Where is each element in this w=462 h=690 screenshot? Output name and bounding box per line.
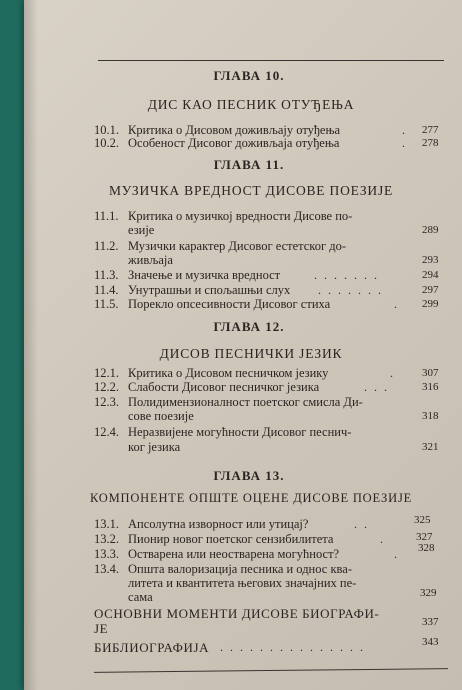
entry-page: 327	[416, 531, 433, 543]
entry-page: 297	[422, 284, 439, 296]
entry-text: Порекло опсесивности Дисовог стиха	[128, 297, 331, 311]
entry-page: 329	[420, 587, 437, 599]
entry-page: 299	[422, 298, 439, 310]
entry-number: 12.4.	[94, 425, 119, 439]
dot-leader: . . . . . . .	[314, 268, 379, 282]
dot-leader: . .	[354, 517, 369, 531]
chapter-11-label: ГЛАВА 11.	[213, 157, 285, 172]
dot-leader: . . .	[364, 380, 389, 394]
entry-text-cont: сама	[128, 590, 153, 604]
entry-text-cont: сове поезије	[128, 409, 194, 423]
dot-leader: .	[380, 532, 385, 546]
entry-text: Музички карактер Дисовог естетског до-	[128, 239, 347, 253]
entry-number: 12.3.	[94, 395, 119, 409]
entry-number: 13.4.	[94, 562, 119, 576]
entry-text: Неразвијене могућности Дисовог песнич-	[128, 425, 352, 439]
dot-leader: .	[402, 123, 407, 137]
entry-text: Особеност Дисовог доживљаја отуђења	[128, 136, 340, 150]
entry-page: 321	[422, 441, 439, 453]
entry-number: 10.2.	[94, 136, 119, 150]
entry-text: Полидимензионалност поетског смисла Ди-	[128, 395, 363, 409]
entry-text-cont: ког језика	[128, 440, 181, 454]
biography-page: 337	[422, 616, 439, 628]
bottom-rule	[94, 668, 448, 673]
entry-number: 12.2.	[94, 380, 119, 394]
entry-text-cont: езије	[128, 223, 155, 237]
dot-leader: . . . . . . .	[318, 283, 383, 297]
entry-page: 316	[422, 381, 439, 393]
entry-text: Остварена или неостварена могућност?	[128, 547, 340, 561]
entry-text-cont: живљаја	[128, 253, 173, 267]
dot-leader: .	[394, 547, 399, 561]
bibliography-page: 343	[422, 636, 439, 648]
entry-page: 328	[418, 542, 435, 554]
entry-text: Значење и музичка вредност	[128, 268, 281, 282]
entry-page: 277	[422, 124, 439, 136]
chapter-13-title: КОМПОНЕНТЕ ОПШТЕ ОЦЕНЕ ДИСОВЕ ПОЕЗИЈЕ	[89, 491, 413, 505]
entry-page: 325	[414, 514, 431, 526]
entry-page: 294	[422, 269, 439, 281]
entry-page: 307	[422, 367, 439, 379]
entry-page: 318	[422, 410, 439, 422]
entry-text-cont: литета и квантитета његових значајних пе-	[128, 576, 357, 590]
biography-entry-cont: ЈЕ	[94, 621, 109, 636]
bibliography-entry: БИБЛИОГРАФИЈА	[94, 640, 210, 655]
entry-number: 11.2.	[94, 239, 119, 253]
entry-text: Слабости Дисовог песничког језика	[128, 380, 320, 394]
dot-leader: .	[390, 366, 395, 380]
dot-leader: . . . . . . . . . . . . . . .	[220, 640, 365, 654]
dot-leader: .	[402, 136, 407, 150]
entry-text: Општа валоризација песника и однос ква-	[128, 562, 353, 576]
top-rule	[98, 60, 444, 61]
chapter-10-label: ГЛАВА 10.	[213, 68, 285, 83]
biography-entry: ОСНОВНИ МОМЕНТИ ДИСОВЕ БИОГРАФИ-	[94, 606, 380, 621]
entry-number: 11.3.	[94, 268, 119, 282]
entry-number: 13.2.	[94, 532, 119, 546]
entry-text: Унутрашњи и спољашњи слух	[128, 283, 291, 297]
chapter-13-label: ГЛАВА 13.	[213, 468, 285, 483]
entry-number: 13.1.	[94, 517, 119, 531]
entry-number: 10.1.	[94, 123, 119, 137]
entry-page: 289	[422, 224, 439, 236]
entry-number: 11.4.	[94, 283, 119, 297]
entry-number: 11.5.	[94, 297, 119, 311]
chapter-11-title: МУЗИЧКА ВРЕДНОСТ ДИСОВЕ ПОЕЗИЈЕ	[108, 183, 394, 198]
entry-number: 11.1.	[94, 209, 119, 223]
entry-text: Критика о музичкој вредности Дисове по-	[128, 209, 353, 223]
chapter-10-title: ДИС КАО ПЕСНИК ОТУЂЕЊА	[147, 97, 355, 112]
entry-page: 293	[422, 254, 439, 266]
chapter-12-label: ГЛАВА 12.	[213, 319, 285, 334]
chapter-12-title: ДИСОВ ПЕСНИЧКИ ЈЕЗИК	[159, 346, 343, 361]
entry-number: 12.1.	[94, 366, 119, 380]
entry-number: 13.3.	[94, 547, 119, 561]
entry-text: Апсолутна изворност или утицај?	[128, 517, 309, 531]
book-page	[24, 0, 462, 690]
entry-text: Критика о Дисовом песничком језику	[128, 366, 329, 380]
dot-leader: .	[394, 297, 399, 311]
entry-text: Пионир новог поетског сензибилитета	[128, 532, 334, 546]
entry-page: 278	[422, 137, 439, 149]
entry-text: Критика о Дисовом доживљају отуђења	[128, 123, 341, 137]
